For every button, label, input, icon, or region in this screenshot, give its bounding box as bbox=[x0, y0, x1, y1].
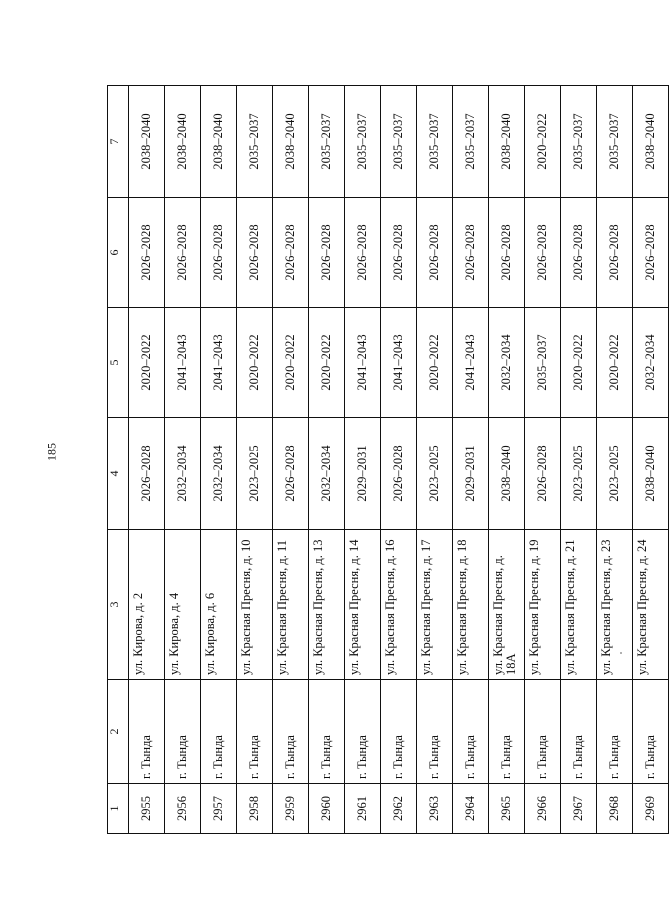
period-col7-cell: 2038–2040 bbox=[273, 86, 309, 198]
settlement-cell: г. Тында bbox=[561, 680, 597, 784]
address-cell: ул. Красная Пресня, д. 21 bbox=[561, 530, 597, 680]
period-col4-cell: 2026–2028 bbox=[525, 418, 561, 530]
period-col6-cell: 2026–2028 bbox=[489, 198, 525, 308]
header-cell-col5: 5 bbox=[108, 308, 129, 418]
table-row bbox=[633, 86, 669, 834]
period-col7-cell: 2020–2022 bbox=[525, 86, 561, 198]
settlement-cell: г. Тында bbox=[417, 680, 453, 784]
table-row bbox=[273, 86, 309, 834]
address-cell: ул. Красная Пресня, д. 18А bbox=[489, 530, 525, 680]
period-col7-cell: 2038–2040 bbox=[633, 86, 669, 198]
settlement-cell: г. Тында bbox=[525, 680, 561, 784]
period-col6-cell: 2026–2028 bbox=[273, 198, 309, 308]
settlement-cell: г. Тында bbox=[489, 680, 525, 784]
table-row bbox=[561, 86, 597, 834]
period-col5-cell: 2032–2034 bbox=[489, 308, 525, 418]
period-col6-cell: 2026–2028 bbox=[345, 198, 381, 308]
settlement-cell: г. Тында bbox=[597, 680, 633, 784]
settlement-cell: г. Тында bbox=[633, 680, 669, 784]
settlement-cell: г. Тында bbox=[381, 680, 417, 784]
table-row bbox=[525, 86, 561, 834]
address-cell: ул. Красная Пресня, д. 13 bbox=[309, 530, 345, 680]
header-cell-col6: 6 bbox=[108, 198, 129, 308]
header-cell-col2: 2 bbox=[108, 680, 129, 784]
period-col6-cell: 2026–2028 bbox=[633, 198, 669, 308]
settlement-cell: г. Тында bbox=[453, 680, 489, 784]
header-cell-col4: 4 bbox=[108, 418, 129, 530]
period-col6-cell: 2026–2028 bbox=[525, 198, 561, 308]
table-row bbox=[381, 86, 417, 834]
period-col5-cell: 2020–2022 bbox=[309, 308, 345, 418]
period-col5-cell: 2041–2043 bbox=[165, 308, 201, 418]
row-number-cell: 2969 bbox=[633, 784, 669, 834]
table-row bbox=[345, 86, 381, 834]
settlement-cell: г. Тында bbox=[165, 680, 201, 784]
period-col4-cell: 2023–2025 bbox=[597, 418, 633, 530]
period-col7-cell: 2035–2037 bbox=[381, 86, 417, 198]
row-number-cell: 2963 bbox=[417, 784, 453, 834]
period-col6-cell: 2026–2028 bbox=[561, 198, 597, 308]
address-cell: ул. Кирова, д. 4 bbox=[165, 530, 201, 680]
period-col4-cell: 2032–2034 bbox=[201, 418, 237, 530]
table-row bbox=[309, 86, 345, 834]
settlement-cell: г. Тында bbox=[201, 680, 237, 784]
table-row bbox=[237, 86, 273, 834]
settlement-cell: г. Тында bbox=[273, 680, 309, 784]
row-number-cell: 2964 bbox=[453, 784, 489, 834]
row-number-cell: 2958 bbox=[237, 784, 273, 834]
period-col4-cell: 2029–2031 bbox=[453, 418, 489, 530]
table-row bbox=[597, 86, 633, 834]
row-number-cell: 2956 bbox=[165, 784, 201, 834]
row-number-cell: 2967 bbox=[561, 784, 597, 834]
row-number-cell: 2962 bbox=[381, 784, 417, 834]
period-col5-cell: 2032–2034 bbox=[633, 308, 669, 418]
data-table bbox=[107, 85, 669, 834]
address-cell: ул. Красная Пресня, д. 23 bbox=[597, 530, 633, 680]
settlement-cell: г. Тында bbox=[309, 680, 345, 784]
address-cell: ул. Кирова, д. 6 bbox=[201, 530, 237, 680]
address-cell: ул. Красная Пресня, д. 16 bbox=[381, 530, 417, 680]
row-number-cell: 2968 bbox=[597, 784, 633, 834]
period-col6-cell: 2026–2028 bbox=[381, 198, 417, 308]
row-number-cell: 2959 bbox=[273, 784, 309, 834]
period-col7-cell: 2035–2037 bbox=[453, 86, 489, 198]
period-col7-cell: 2038–2040 bbox=[201, 86, 237, 198]
period-col6-cell: 2026–2028 bbox=[453, 198, 489, 308]
table-body bbox=[108, 86, 669, 834]
period-col7-cell: 2035–2037 bbox=[237, 86, 273, 198]
period-col7-cell: 2038–2040 bbox=[489, 86, 525, 198]
rotated-table-area bbox=[107, 86, 657, 834]
scan-speck bbox=[620, 652, 622, 654]
period-col6-cell: 2026–2028 bbox=[597, 198, 633, 308]
period-col6-cell: 2026–2028 bbox=[201, 198, 237, 308]
period-col7-cell: 2038–2040 bbox=[129, 86, 165, 198]
settlement-cell: г. Тында bbox=[345, 680, 381, 784]
header-cell-col1: 1 bbox=[108, 784, 129, 834]
period-col5-cell: 2020–2022 bbox=[417, 308, 453, 418]
period-col5-cell: 2020–2022 bbox=[597, 308, 633, 418]
period-col4-cell: 2023–2025 bbox=[417, 418, 453, 530]
row-number-cell: 2960 bbox=[309, 784, 345, 834]
period-col6-cell: 2026–2028 bbox=[309, 198, 345, 308]
row-number-cell: 2957 bbox=[201, 784, 237, 834]
period-col5-cell: 2035–2037 bbox=[525, 308, 561, 418]
period-col5-cell: 2041–2043 bbox=[345, 308, 381, 418]
period-col7-cell: 2035–2037 bbox=[597, 86, 633, 198]
period-col4-cell: 2032–2034 bbox=[165, 418, 201, 530]
address-cell: ул. Красная Пресня, д. 11 bbox=[273, 530, 309, 680]
settlement-cell: г. Тында bbox=[129, 680, 165, 784]
period-col4-cell: 2026–2028 bbox=[273, 418, 309, 530]
row-number-cell: 2955 bbox=[129, 784, 165, 834]
period-col4-cell: 2023–2025 bbox=[237, 418, 273, 530]
period-col7-cell: 2038–2040 bbox=[165, 86, 201, 198]
page-number: 185 bbox=[44, 443, 59, 461]
period-col6-cell: 2026–2028 bbox=[165, 198, 201, 308]
period-col5-cell: 2020–2022 bbox=[561, 308, 597, 418]
table-header-row bbox=[108, 86, 129, 834]
period-col5-cell: 2020–2022 bbox=[129, 308, 165, 418]
address-cell: ул. Красная Пресня, д. 18 bbox=[453, 530, 489, 680]
header-cell-col7: 7 bbox=[108, 86, 129, 198]
address-cell: ул. Красная Пресня, д. 17 bbox=[417, 530, 453, 680]
period-col5-cell: 2041–2043 bbox=[453, 308, 489, 418]
table-row bbox=[417, 86, 453, 834]
address-cell: ул. Кирова, д. 2 bbox=[129, 530, 165, 680]
table-row bbox=[129, 86, 165, 834]
address-cell: ул. Красная Пресня, д. 14 bbox=[345, 530, 381, 680]
table-row bbox=[489, 86, 525, 834]
period-col7-cell: 2035–2037 bbox=[561, 86, 597, 198]
period-col6-cell: 2026–2028 bbox=[129, 198, 165, 308]
period-col4-cell: 2029–2031 bbox=[345, 418, 381, 530]
period-col4-cell: 2026–2028 bbox=[381, 418, 417, 530]
period-col5-cell: 2020–2022 bbox=[273, 308, 309, 418]
period-col6-cell: 2026–2028 bbox=[237, 198, 273, 308]
period-col5-cell: 2041–2043 bbox=[381, 308, 417, 418]
row-number-cell: 2965 bbox=[489, 784, 525, 834]
period-col4-cell: 2026–2028 bbox=[129, 418, 165, 530]
row-number-cell: 2961 bbox=[345, 784, 381, 834]
address-cell: ул. Красная Пресня, д. 10 bbox=[237, 530, 273, 680]
table-row bbox=[165, 86, 201, 834]
address-cell: ул. Красная Пресня, д. 19 bbox=[525, 530, 561, 680]
table-row bbox=[201, 86, 237, 834]
period-col4-cell: 2038–2040 bbox=[633, 418, 669, 530]
row-number-cell: 2966 bbox=[525, 784, 561, 834]
table-row bbox=[453, 86, 489, 834]
period-col5-cell: 2041–2043 bbox=[201, 308, 237, 418]
table-container bbox=[107, 86, 657, 834]
period-col4-cell: 2023–2025 bbox=[561, 418, 597, 530]
period-col5-cell: 2020–2022 bbox=[237, 308, 273, 418]
period-col7-cell: 2035–2037 bbox=[417, 86, 453, 198]
header-cell-col3: 3 bbox=[108, 530, 129, 680]
period-col7-cell: 2035–2037 bbox=[345, 86, 381, 198]
period-col7-cell: 2035–2037 bbox=[309, 86, 345, 198]
address-cell: ул. Красная Пресня, д. 24 bbox=[633, 530, 669, 680]
period-col4-cell: 2032–2034 bbox=[309, 418, 345, 530]
settlement-cell: г. Тында bbox=[237, 680, 273, 784]
period-col4-cell: 2038–2040 bbox=[489, 418, 525, 530]
period-col6-cell: 2026–2028 bbox=[417, 198, 453, 308]
